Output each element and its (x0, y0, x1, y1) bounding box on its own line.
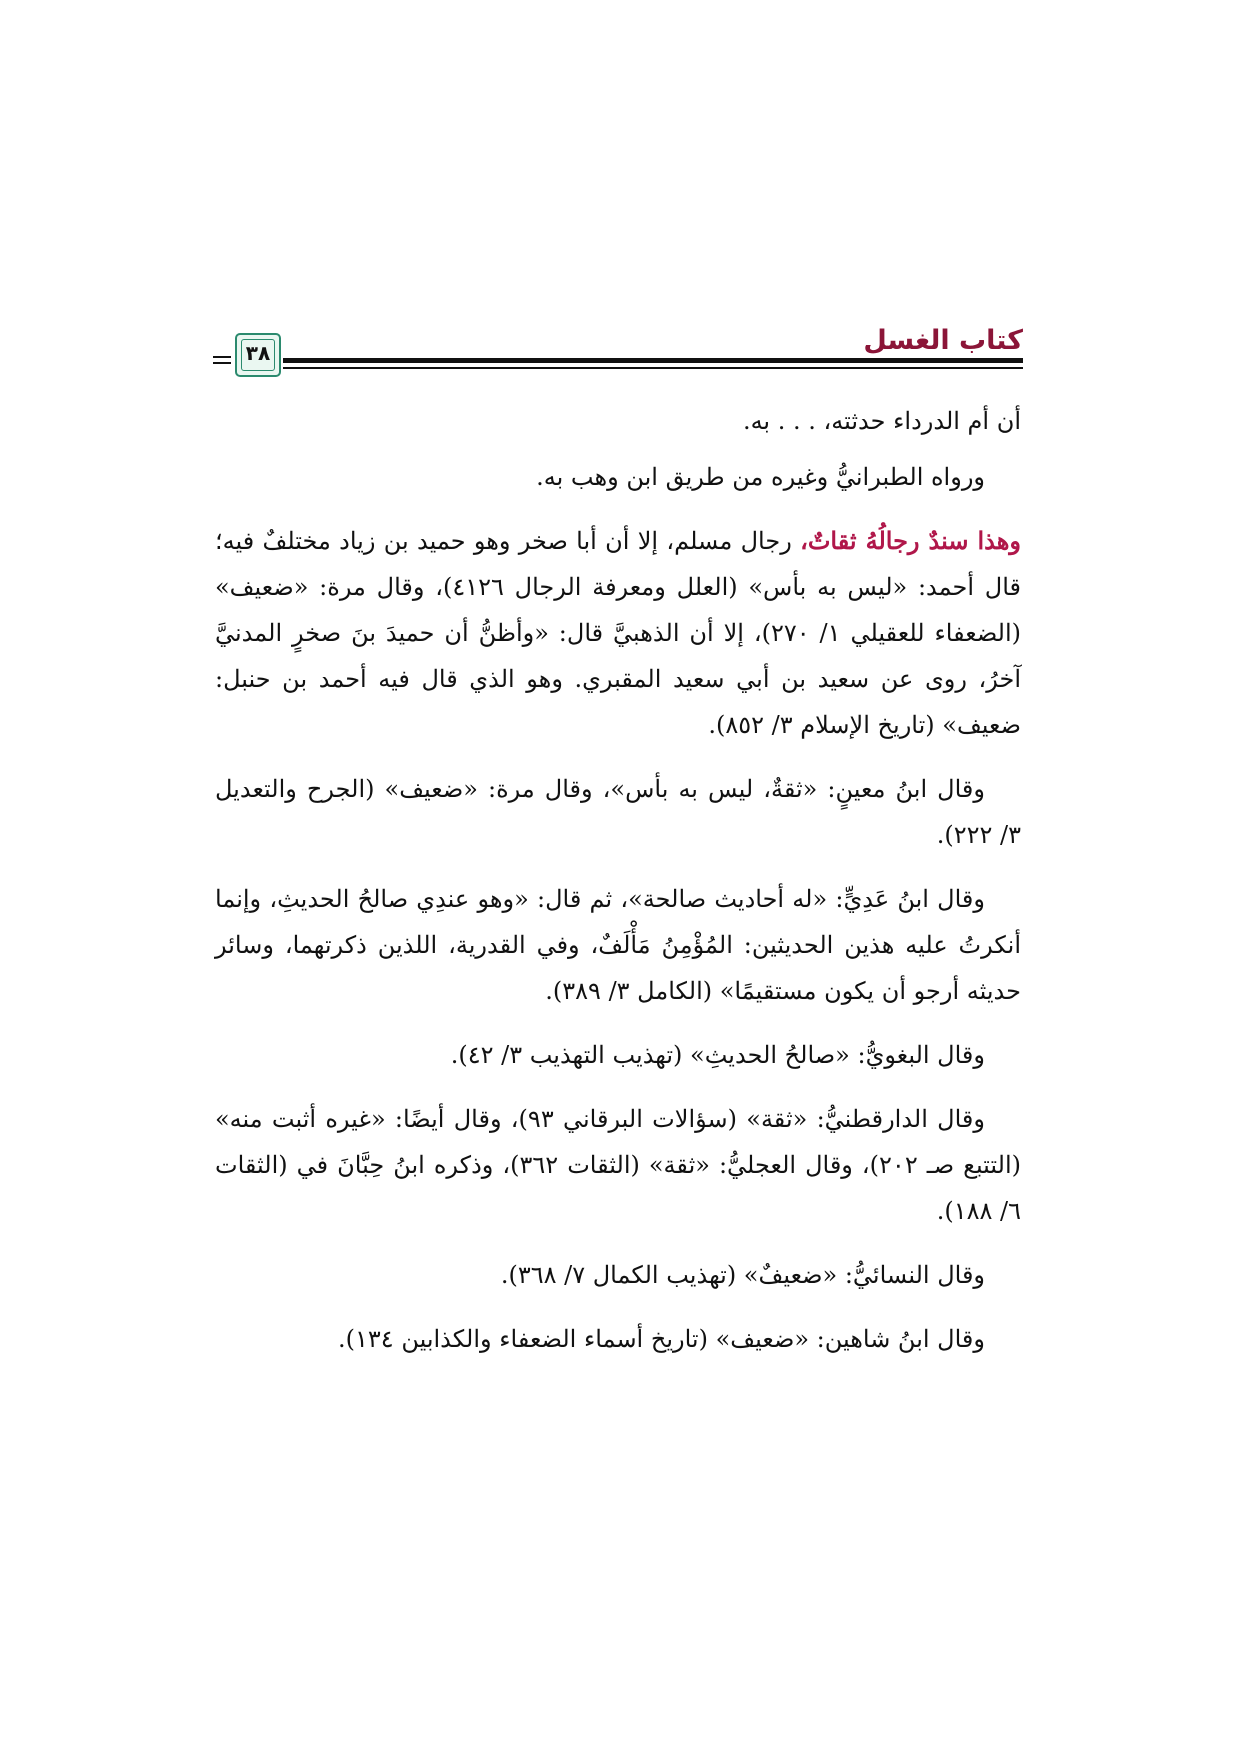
paragraph-3-text: رجال مسلم، إلا أن أبا صخر وهو حميد بن زياد مختلفٌ فيه؛ قال أحمد: «ليس به بأس» (العلل ومعرفة الرجال ٤١٢٦)، وقال مرة: «ضعيف» (الضعفاء للعقيلي ١/ ٢٧٠)، إلا أن الذهبيَّ قال: «وأظنُّ أن حميدَ بنَ صخرٍ المدنيَّ آخرُ، روى عن سعيد بن أبي سعيد المقبري. وهو الذي قال فيه أحمد بن حنبل: ضعيف» (تاريخ الإسلام ٣/ ٨٥٢). (215, 527, 1021, 739)
header-rule-left-top (213, 356, 231, 358)
header-rule-left-bottom (213, 362, 231, 364)
paragraph-7: وقال الدارقطنيُّ: «ثقة» (سؤالات البرقاني ٩٣)، وقال أيضًا: «غيره أثبت منه» (التتبع صـ ٢٠٢)، وقال العجليُّ: «ثقة» (الثقات ٣٦٢)، وذكره ابنُ حِبَّانَ في (الثقات ٦/ ١٨٨). (215, 1105, 1022, 1225)
highlight-phrase: وهذا سندٌ رجالُهُ ثقاتٌ، (800, 526, 1022, 555)
paragraph-8: وقال النسائيُّ: «ضعيفٌ» (تهذيب الكمال ٧/ ٣٦٨). (500, 1261, 985, 1289)
page-header (213, 325, 1023, 385)
paragraph-1: أن أم الدرداء حدثته، . . . به. (742, 407, 1021, 435)
paragraph-2: ورواه الطبرانيُّ وغيره من طريق ابن وهب به. (536, 463, 985, 491)
page-body (215, 398, 1021, 1380)
paragraph-4: وقال ابنُ معينٍ: «ثقةٌ، ليس به بأس»، وقال مرة: «ضعيف» (الجرح والتعديل ٣/ ٢٢٢). (215, 775, 1021, 849)
paragraph-3 (215, 518, 1021, 748)
header-rule-thin (283, 367, 1023, 369)
page-number-badge (235, 333, 281, 377)
paragraph-6: وقال البغويُّ: «صالحُ الحديثِ» (تهذيب التهذيب ٣/ ٤٢). (450, 1041, 985, 1069)
paragraph-5: وقال ابنُ عَدِيٍّ: «له أحاديث صالحة»، ثم قال: «وهو عندِي صالحُ الحديثِ، وإنما أنكرتُ عليه هذين الحديثين: المُؤْمِنُ مَأْلَفٌ، وفي القدرية، اللذين ذكرتهما، وسائر حديثه أرجو أن يكون مستقيمًا» (الكامل ٣/ ٣٨٩). (215, 885, 1021, 1005)
book-title: كتاب الغسل (863, 325, 1023, 356)
header-rule-thick (283, 358, 1023, 363)
page-number: ٣٨ (245, 341, 271, 365)
paragraph-9: وقال ابنُ شاهين: «ضعيف» (تاريخ أسماء الضعفاء والكذابين ١٣٤). (338, 1325, 985, 1353)
